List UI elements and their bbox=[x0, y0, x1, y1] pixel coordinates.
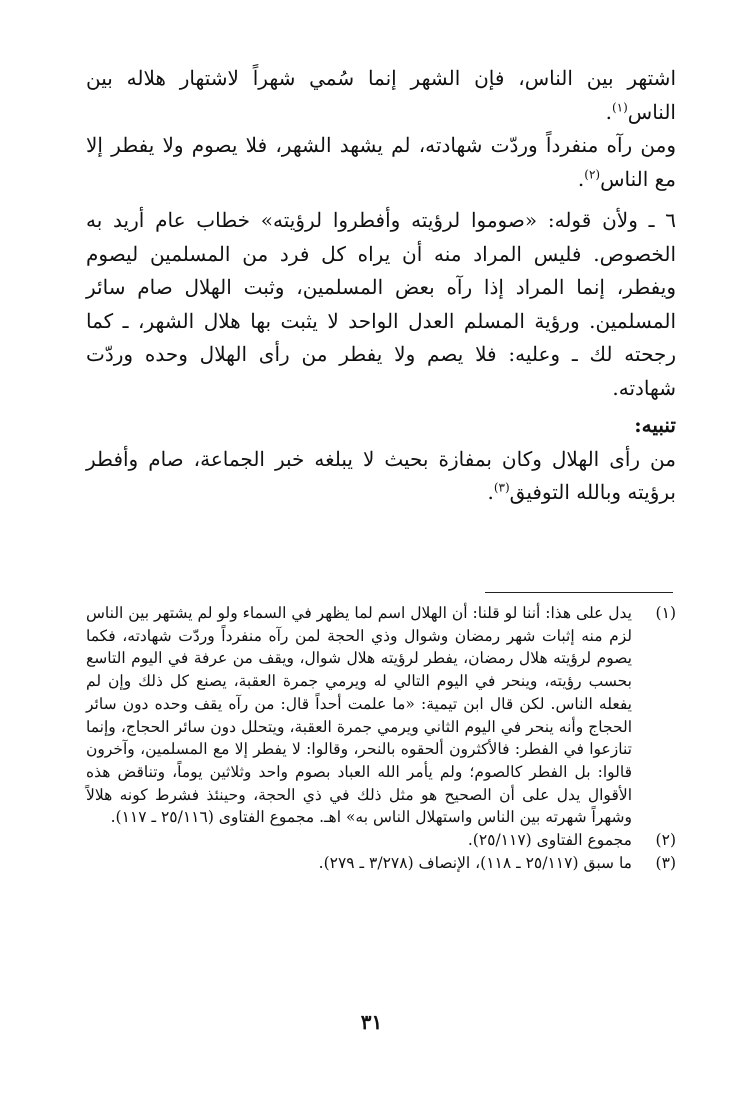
paragraph-4-end: . bbox=[487, 480, 494, 504]
footnote-item bbox=[86, 829, 676, 852]
footnote-text: ما سبق (٢٥/١١٧ ـ ١١٨)، الإنصاف (٣/٢٧٨ ـ ٢٧٩). bbox=[318, 853, 632, 872]
paragraph-2 bbox=[86, 129, 676, 196]
section-heading: تنبيه: bbox=[634, 413, 676, 437]
footnote-number: (٢) bbox=[655, 831, 676, 850]
footnote-text: مجموع الفتاوى (٢٥/١١٧). bbox=[467, 831, 632, 850]
footnote-separator bbox=[485, 592, 673, 593]
footnote-item bbox=[86, 852, 676, 875]
footnote-ref-2[interactable]: (٢) bbox=[584, 166, 601, 181]
footnote-number: (٣) bbox=[655, 853, 676, 872]
paragraph-3: ٦ ـ ولأن قوله: «صوموا لرؤيته وأفطروا لرؤيته» خطاب عام أريد به الخصوص. فليس المراد منه أن يراه كل فرد من المسلمين ليصوم ويفطر، إنما المراد إذا رآه بعض المسلمين، وثبت الهلال صام سائر المسلمين. ورؤية المسلم العدل الواحد لا يثبت بها هلال الشهر، ـ كما رجحته لك ـ وعليه: فلا يصم ولا يفطر من رأى الهلال وحده وردّت شهادته. bbox=[86, 208, 676, 400]
paragraph-1-end: . bbox=[605, 99, 612, 124]
paragraph-4 bbox=[86, 443, 676, 510]
paragraph-1-text: اشتهر بين الناس، فإن الشهر إنما سُمي شهراً لاشتهار هلاله بين الناس bbox=[86, 66, 676, 124]
footnote-text: يدل على هذا: أننا لو قلنا: أن الهلال اسم لما يظهر في السماء ولو لم يشتهر بين الناس لزم منه إثبات شهر رمضان وشوال وذي الحجة لمن رآه منفرداً وردّت شهادته، فكما يصوم لرؤيته هلال رمضان، يفطر لرؤيته هلال شوال، ويقف من عرفة في اليوم التاسع بحسب رؤيته، وينحر في اليوم التالي له ويرمي جمرة العقبة، يصنع كل ذلك وإن لم يفعله الناس. لكن قال ابن تيمية: «ما علمت أحداً قال: من رآه يقف وحده دون سائر الحجاج وأنه ينحر في اليوم الثاني ويرمي جمرة العقبة، ويتحلل دون سائر الحجاج، وإنما تنازعوا في الفطر: فالأكثرون ألحقوه بالنحر، وقالوا: لا يفطر إلا مع المسلمين، وآخرون قالوا: بل الفطر كالصوم؛ ولم يأمر الله العباد بصوم واحد وثلاثين يوماً، وتناقض هذه الأقوال يدل على أن الصحيح هو مثل ذلك في ذي الحجة، وحينئذ فشرط كونه هلالاً وشهراً شهرته بين الناس واستهلال الناس به» اهـ. مجموع الفتاوى (٢٥/١١٦ ـ ١١٧). bbox=[86, 604, 632, 827]
paragraph-1 bbox=[86, 62, 676, 129]
page-number: ٣١ bbox=[360, 1010, 383, 1034]
footnote-number: (١) bbox=[655, 604, 676, 622]
footnotes bbox=[86, 602, 676, 874]
footnote-ref-3[interactable]: (٣) bbox=[493, 480, 510, 495]
paragraph-2-end: . bbox=[577, 166, 585, 191]
footnote-ref-1[interactable]: (١) bbox=[611, 99, 628, 114]
paragraph-2-text: ومن رآه منفرداً وردّت شهادته، لم يشهد الشهر، فلا يصوم ولا يفطر إلا مع الناس bbox=[86, 133, 676, 191]
paragraph-4-text: من رأى الهلال وكان بمفازة بحيث لا يبلغه خبر الجماعة، صام وأفطر برؤيته وبالله التوفيق bbox=[86, 446, 676, 504]
footnote-item bbox=[86, 602, 676, 829]
main-text bbox=[86, 62, 676, 510]
